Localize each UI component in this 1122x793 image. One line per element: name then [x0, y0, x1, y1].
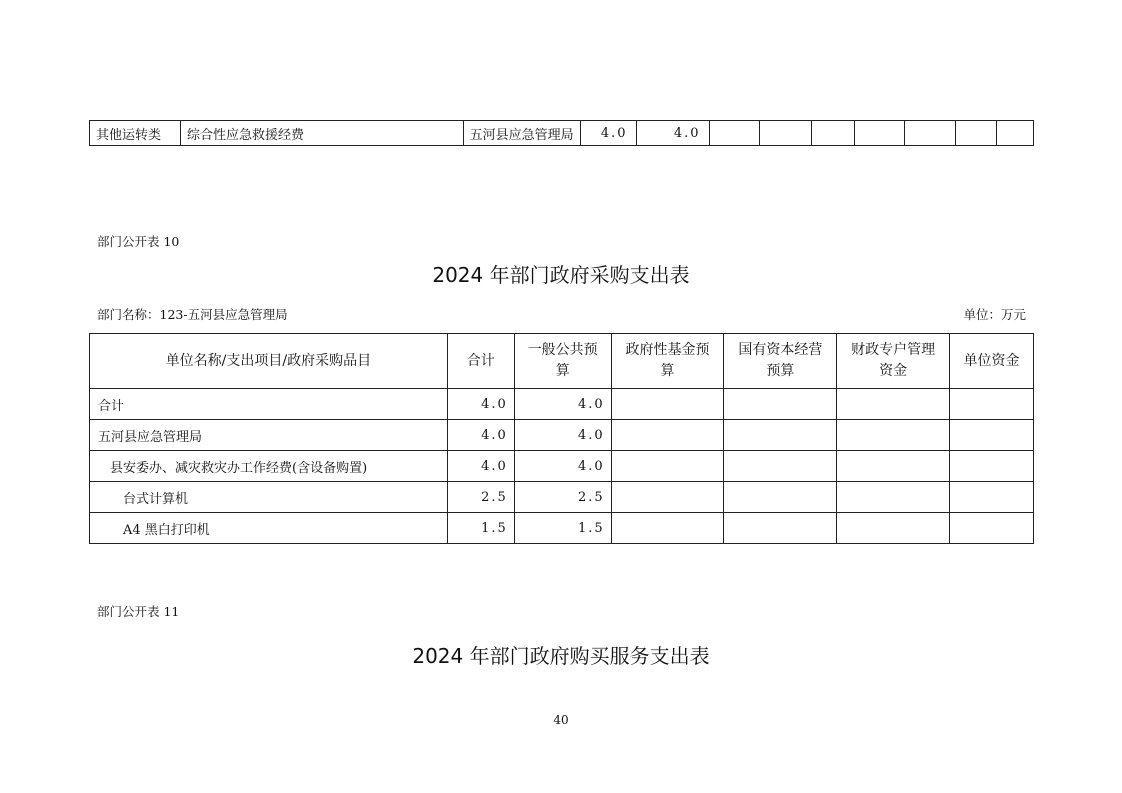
empty-cell — [950, 513, 1034, 544]
row-name: 县安委办、减灾救灾办工作经费(含设备购置) — [90, 451, 448, 482]
empty-cell — [956, 121, 997, 146]
category-cell: 其他运转类 — [90, 121, 181, 146]
row-name: 五河县应急管理局 — [90, 420, 448, 451]
header-fund-budget: 政府性基金预算 — [611, 334, 724, 389]
empty-cell — [996, 121, 1033, 146]
table11-title: 2024 年部门政府购买服务支出表 — [412, 644, 710, 668]
empty-cell — [837, 389, 950, 420]
header-unit-funds: 单位资金 — [950, 334, 1034, 389]
row-general: 2.5 — [514, 482, 611, 513]
empty-cell — [837, 513, 950, 544]
row-name: A4 黑白打印机 — [90, 513, 448, 544]
project-cell: 综合性应急救援经费 — [180, 121, 463, 146]
table-row — [90, 121, 1034, 146]
empty-cell — [855, 121, 905, 146]
empty-cell — [760, 121, 812, 146]
empty-cell — [611, 451, 724, 482]
empty-cell — [837, 451, 950, 482]
department-name: 部门名称：123-五河县应急管理局 — [97, 307, 288, 322]
row-general: 4.0 — [514, 420, 611, 451]
unit-cell: 五河县应急管理局 — [463, 121, 580, 146]
table-row — [90, 420, 1034, 451]
row-total: 2.5 — [447, 482, 514, 513]
header-name: 单位名称/支出项目/政府采购品目 — [90, 334, 448, 389]
empty-cell — [812, 121, 855, 146]
row-general: 1.5 — [514, 513, 611, 544]
empty-cell — [611, 389, 724, 420]
row-name: 台式计算机 — [90, 482, 448, 513]
table-row — [90, 482, 1034, 513]
value-cell: 4.0 — [580, 121, 636, 146]
row-total: 4.0 — [447, 389, 514, 420]
procurement-table — [89, 333, 1034, 544]
table-row — [90, 389, 1034, 420]
empty-cell — [950, 482, 1034, 513]
row-general: 4.0 — [514, 389, 611, 420]
empty-cell — [837, 482, 950, 513]
empty-cell — [950, 451, 1034, 482]
row-total: 1.5 — [447, 513, 514, 544]
header-row — [90, 334, 1034, 389]
table-row — [90, 451, 1034, 482]
value-cell: 4.0 — [636, 121, 709, 146]
row-total: 4.0 — [447, 451, 514, 482]
empty-cell — [837, 420, 950, 451]
empty-cell — [709, 121, 760, 146]
header-special-account: 财政专户管理资金 — [837, 334, 950, 389]
empty-cell — [611, 513, 724, 544]
table11-caption: 部门公开表 11 — [97, 604, 180, 619]
header-general-budget: 一般公共预算 — [514, 334, 611, 389]
empty-cell — [724, 513, 837, 544]
empty-cell — [950, 420, 1034, 451]
table-row — [90, 513, 1034, 544]
unit-label: 单位：万元 — [963, 307, 1026, 322]
row-total: 4.0 — [447, 420, 514, 451]
row-name: 合计 — [90, 389, 448, 420]
empty-cell — [905, 121, 956, 146]
page-number: 40 — [553, 713, 569, 727]
empty-cell — [724, 451, 837, 482]
continuation-table — [89, 120, 1034, 146]
empty-cell — [724, 420, 837, 451]
empty-cell — [724, 389, 837, 420]
row-general: 4.0 — [514, 451, 611, 482]
header-total: 合计 — [447, 334, 514, 389]
table10-caption: 部门公开表 10 — [97, 234, 180, 249]
empty-cell — [611, 420, 724, 451]
empty-cell — [724, 482, 837, 513]
table10-title: 2024 年部门政府采购支出表 — [432, 263, 690, 287]
header-state-capital: 国有资本经营预算 — [724, 334, 837, 389]
empty-cell — [611, 482, 724, 513]
empty-cell — [950, 389, 1034, 420]
